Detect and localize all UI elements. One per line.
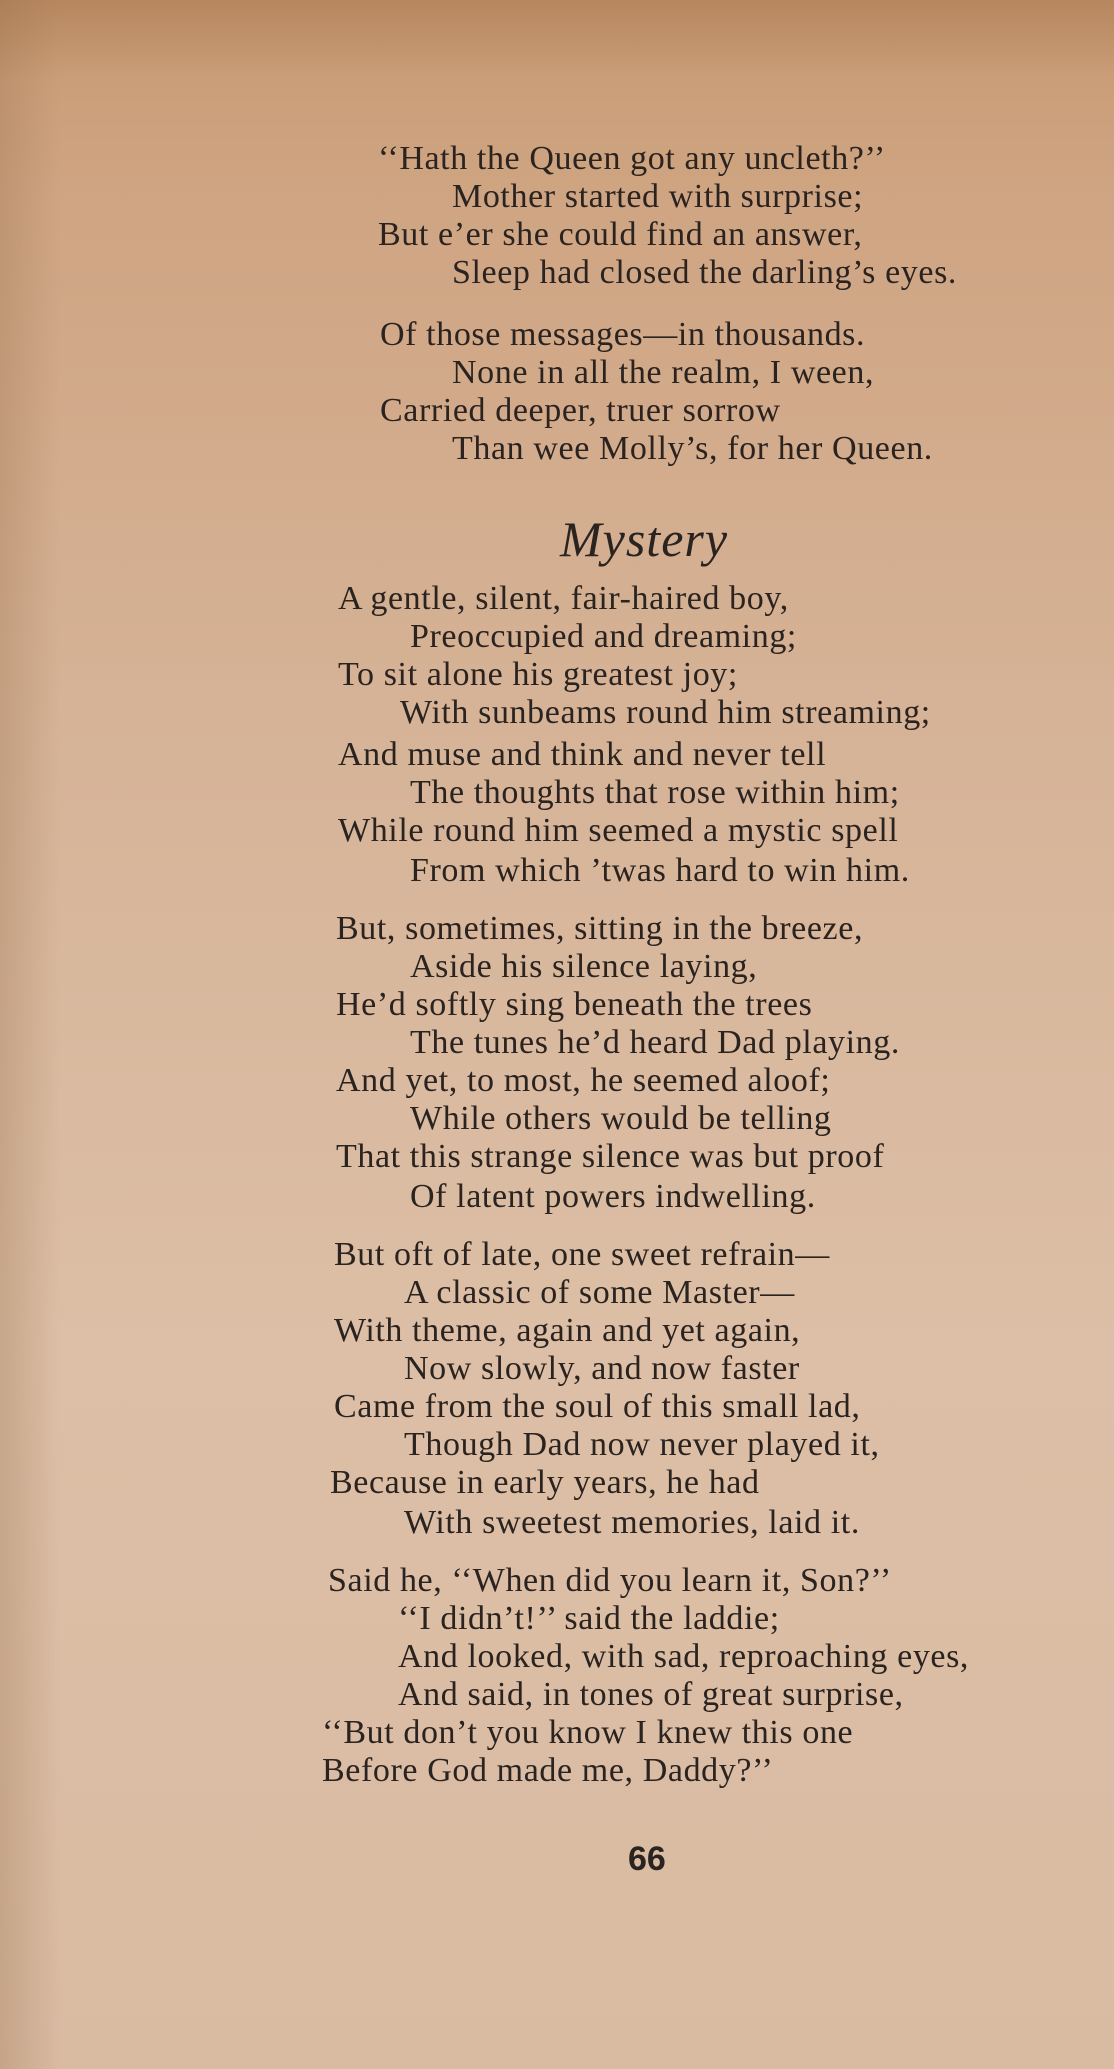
poem-line: And looked, with sad, reproaching eyes,: [398, 1638, 970, 1675]
poem-line: Mother started with surprise;: [452, 178, 864, 215]
poem-line: With sunbeams round him streaming;: [400, 694, 931, 731]
poem-line: ‘‘But don’t you know I knew this one: [322, 1714, 854, 1751]
poem-line: Sleep had closed the darling’s eyes.: [452, 254, 958, 291]
poem-line: That this strange silence was but proof: [336, 1138, 885, 1175]
poem-line: From which ’twas hard to win him.: [410, 852, 910, 889]
poem-line: And yet, to most, he seemed aloof;: [336, 1062, 831, 1099]
poem-line: And muse and think and never tell: [338, 736, 827, 773]
poem-line: A classic of some Master—: [404, 1274, 795, 1311]
poem-line: Carried deeper, truer sorrow: [380, 392, 781, 429]
poem-line: ‘‘I didn’t!’’ said the laddie;: [398, 1600, 780, 1637]
poem-line: Said he, ‘‘When did you learn it, Son?’’: [328, 1562, 892, 1599]
poem-line: But, sometimes, sitting in the breeze,: [336, 910, 864, 947]
poem-line: Because in early years, he had: [330, 1464, 760, 1501]
poem-line: Preoccupied and dreaming;: [410, 618, 797, 655]
poem-line: The tunes he’d heard Dad playing.: [410, 1024, 900, 1061]
poem-line: Before God made me, Daddy?’’: [322, 1752, 774, 1789]
poem-line: With sweetest memories, laid it.: [404, 1504, 860, 1541]
poem-line: While others would be telling: [410, 1100, 832, 1137]
poem-line: To sit alone his greatest joy;: [338, 656, 738, 693]
poem-line: The thoughts that rose within him;: [410, 774, 900, 811]
poem-line: But oft of late, one sweet refrain—: [334, 1236, 830, 1273]
poem-title: Mystery: [560, 511, 729, 567]
poem-line: But e’er she could find an answer,: [378, 216, 863, 253]
poem-line: Came from the soul of this small lad,: [334, 1388, 861, 1425]
poem-line: Aside his silence laying,: [410, 948, 758, 985]
poem-line: Now slowly, and now faster: [404, 1350, 800, 1387]
poem-line: Than wee Molly’s, for her Queen.: [452, 430, 933, 467]
poem-line: With theme, again and yet again,: [334, 1312, 801, 1349]
page-top-shadow: [0, 0, 1114, 80]
poem-line: He’d softly sing beneath the trees: [336, 986, 813, 1023]
page-edge-shadow: [0, 0, 60, 2069]
poem-line: Of those messages—in thousands.: [380, 316, 866, 353]
poem-line: Though Dad now never played it,: [404, 1426, 880, 1463]
poem-line: While round him seemed a mystic spell: [338, 812, 899, 849]
page-number: 66: [628, 1840, 666, 1878]
poem-line: Of latent powers indwelling.: [410, 1178, 816, 1215]
poem-line: None in all the realm, I ween,: [452, 354, 875, 391]
poem-line: ‘‘Hath the Queen got any uncleth?’’: [378, 140, 886, 177]
poem-line: And said, in tones of great surprise,: [398, 1676, 904, 1713]
poem-line: A gentle, silent, fair-haired boy,: [338, 580, 789, 617]
